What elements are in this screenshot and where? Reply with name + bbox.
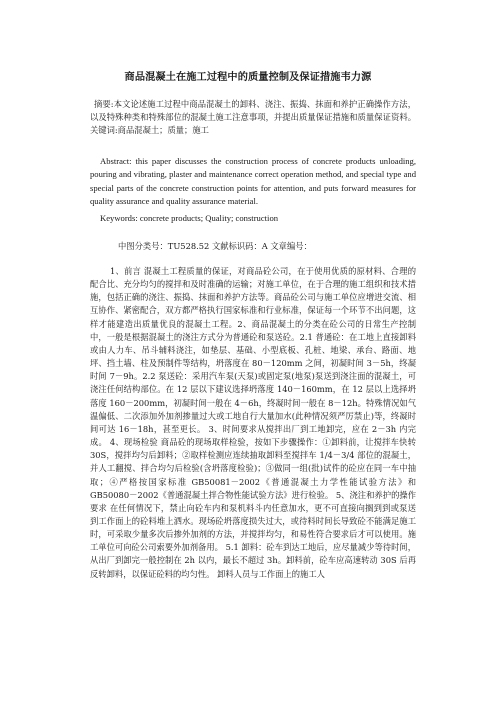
classification-line: 中图分类号：TU528.52 文献标识码：A 文章编号： bbox=[118, 241, 312, 251]
english-abstract: Abstract: this paper discusses the construction process of concrete products unloading, pouring and vibrating, plaster and maintenance correct operation method, and special type and special parts of the concrete construction points for attention, and puts forward measures for quality assurance and quality assurance material. bbox=[90, 156, 416, 207]
english-keywords: Keywords: concrete products; Quality; construction bbox=[100, 213, 279, 223]
article-title: 商品混凝土在施工过程中的质量控制及保证措施韦力源 bbox=[124, 72, 372, 83]
body-text: 1、前言 混凝土工程质量的保证，对商品砼公司，在于使用优质的原材料、合理的配合比、充分均匀的搅拌和及时准确的运输；对施工单位，在于合理的施工组织和技术措施，包括正确的浇注、振捣、抹面和养护方法等。商品砼公司与施工单位应增进交流、相互协作、紧密配合，双方都严格执行国家标准和行业标准，保证每一个环节不出问题，这样才能建造出质量优良的混凝土工程。2、商品混凝土的分类在砼公司的日常生产控制中，一般是根据混凝土的浇注方式分为普通砼和泵送砼。2.1 普通砼：在工地上直接卸料或由人力车、吊斗辅料浇注，如垫层、基础、小型底板、孔桩、地梁、承台、路面、地坪、挡土墙、柱及预制件等结构，坍落度在 80－120mm 之间，初凝时间 3－5h，终凝时间 7－9h。2.2 泵送砼：采用汽车泵(天泵)或固定泵(地泵)泵送到浇注面的混凝土，可浇注任何结构部位。在 12 层以下建议选择坍落度 140－160mm，在 12 层以上选择坍落度 160－200mm，初凝时间一般在 4－6h，终凝时间一般在 8－12h。特殊情况如气温偏低、二次添加外加剂掺量过大或工地自行大量加水(此种情况须严厉禁止)等，终凝时间可达 16－18h，甚至更长。 3、时间要求从搅拌出厂到工地卸完，应在 2－3h 内完成。 4、现场检验 商品砼的现场取样检验，按如下步骤操作：①卸料前，让搅拌车快转 30S，搅拌均匀后卸料；②取样检测应连续抽取卸料至搅拌车 1/4－3/4 部位的混凝土，并人工翻搅、拌合均匀后检验(含坍落度检验)；③做同一组(批)试件的砼应在同一车中抽取；④严格按国家标准 GB50081－2002《普通混凝土力学性能试验方法》和 GB50080－2002《普通混凝土拌合物性能试验方法》进行检验。 5、浇注和养护的操作要求 在任何情况下，禁止向砼车内和泵机料斗内任意加水，更不可直接向搁到到或泵送到工作面上的砼料堆上洒水。现场砼坍落度损失过大，或待料时间长导致砼不能满足施工时，可采取少量多次后掺外加剂的方法，并搅拌均匀，和易性符合要求后才可以使用。施工单位可向砼公司索要外加剂备用。 5.1 卸料：砼车到达工地后，应尽量减少等待时间，从出厂到卸完一般控制在 2h 以内，最长不超过 3h。卸料前，砼车应高速转动 30S 后再反转卸料，以保证砼料的均匀性。 卸料人员与工作面上的施工人 bbox=[90, 266, 416, 579]
chinese-abstract: 摘要:本文论述施工过程中商品混凝土的卸料、浇注、振捣、抹面和养护正确操作方法，以及特殊种类和特殊部位的混凝土施工注意事项，并提出质量保证措施和质量保证资料。 关键词:商品混凝土；质量；施工 bbox=[90, 99, 416, 136]
